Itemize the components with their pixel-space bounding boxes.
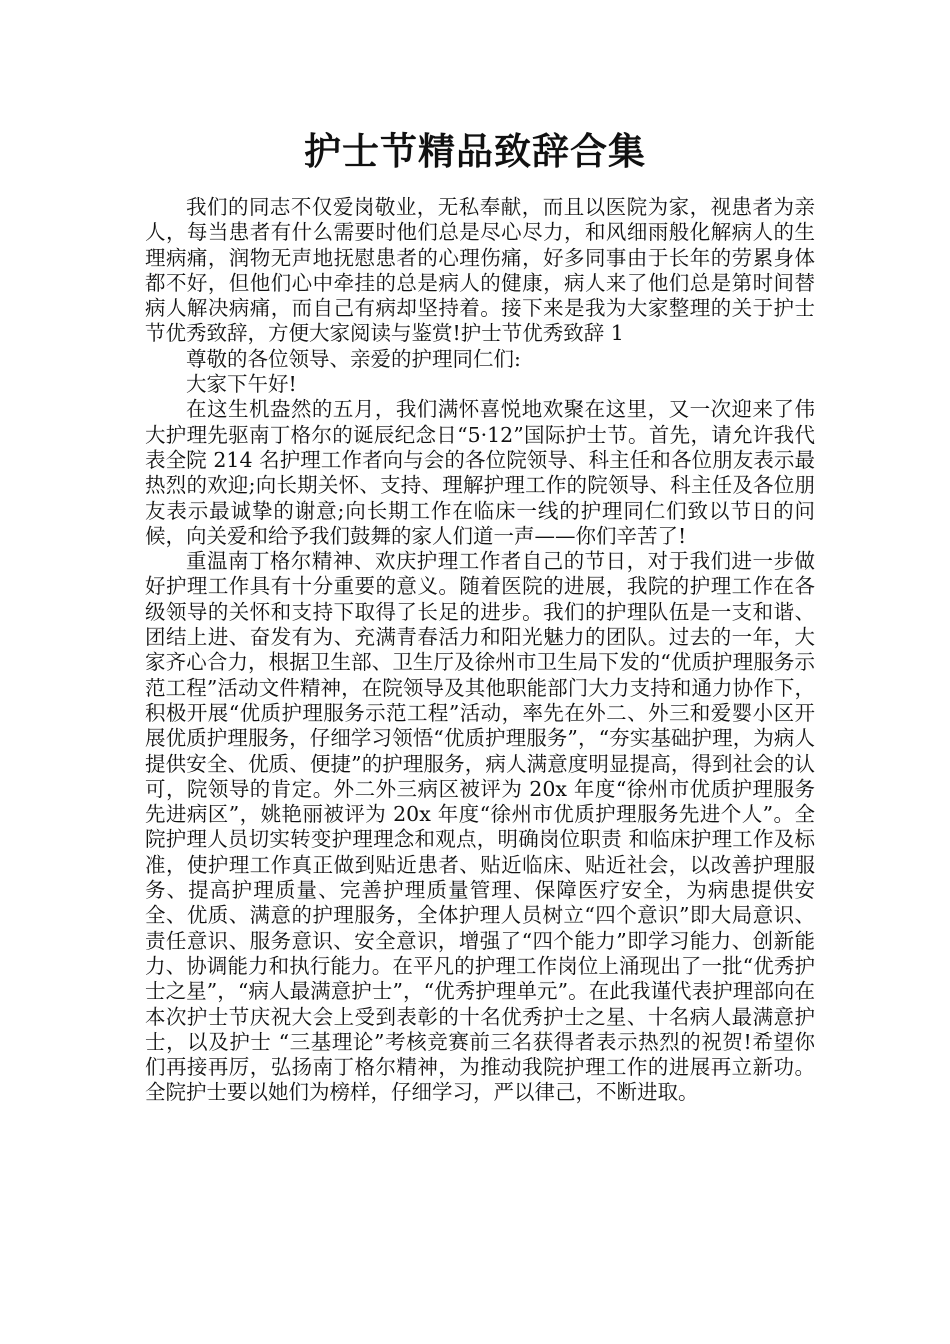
document-body — [145, 195, 815, 1106]
achievements-paragraph: 重温南丁格尔精神、欢庆护理工作者自己的节日，对于我们进一步做好护理工作具有十分重要的意义。随着医院的进展，我院的护理工作在各级领导的关怀和支持下取得了长足的进步。我们的护理队伍是一支和谐、团结上进、奋发有为、充满青春活力和阳光魅力的团队。过去的一年，大家齐心合力，根据卫生部、卫生厅及徐州市卫生局下发的“优质护理服务示范工程”活动文件精神，在院领导及其他职能部门大力支持和通力协作下，积极开展“优质护理服务示范工程”活动，率先在外二、外三和爱婴小区开展优质护理服务，仔细学习领悟“优质护理服务”，“夯实基础护理，为病人提供安全、优质、便捷”的护理服务，病人满意度明显提高，得到社会的认可，院领导的肯定。外二外三病区被评为 20x 年度“徐州市优质护理服务先进病区”，姚艳丽被评为 20x 年度“徐州市优质护理服务先进个人”。全院护理人员切实转变护理理念和观点，明确岗位职责 和临床护理工作及标准，使护理工作真正做到贴近患者、贴近临床、贴近社会，以改善护理服务、提高护理质量、完善护理质量管理、保障医疗安全，为病患提供安全、优质、满意的护理服务，全体护理人员树立“四个意识”即大局意识、责任意识、服务意识、安全意识，增强了“四个能力”即学习能力、创新能力、协调能力和执行能力。在平凡的护理工作岗位上涌现出了一批“优秀护士之星”，“病人最满意护士”，“优秀护理单元”。在此我谨代表护理部向在本次护士节庆祝大会上受到表彰的十名优秀护士之星、十名病人最满意护士，以及护士 “三基理论”考核竞赛前三名获得者表示热烈的祝贺!希望你们再接再厉，弘扬南丁格尔精神，为推动我院护理工作的进展再立新功。全院护士要以她们为榜样，仔细学习，严以律己，不断进取。 — [145, 549, 815, 1105]
intro-paragraph: 我们的同志不仅爱岗敬业，无私奉献，而且以医院为家，视患者为亲人，每当患者有什么需要时他们总是尽心尽力，和风细雨般化解病人的生理病痛，润物无声地抚慰患者的心理伤痛，好多同事由于长年的劳累身体都不好，但他们心中牵挂的总是病人的健康，病人来了他们总是第时间替病人解决病痛，而自己有病却坚持着。接下来是我为大家整理的关于护士节优秀致辞，方便大家阅读与鉴赏!护士节优秀致辞 1 — [145, 195, 815, 346]
document-title: 护士节精品致辞合集 — [304, 130, 646, 173]
welcome-paragraph: 在这生机盎然的五月，我们满怀喜悦地欢聚在这里，又一次迎来了伟大护理先驱南丁格尔的诞辰纪念日“5·12”国际护士节。首先，请允许我代表全院 214 名护理工作者向与会的各位院领导、科主任和各位朋友表示最热烈的欢迎;向长期关怀、支持、理解护理工作的院领导、科主任及各位朋友表示最诚挚的谢意;向长期工作在临床一线的护理同仁们致以节日的问候，向关爱和给予我们鼓舞的家人们道一声——你们辛苦了! — [145, 397, 815, 548]
greeting-paragraph: 大家下午好! — [186, 372, 297, 397]
salutation-paragraph: 尊敬的各位领导、亲爱的护理同仁们: — [186, 346, 521, 371]
